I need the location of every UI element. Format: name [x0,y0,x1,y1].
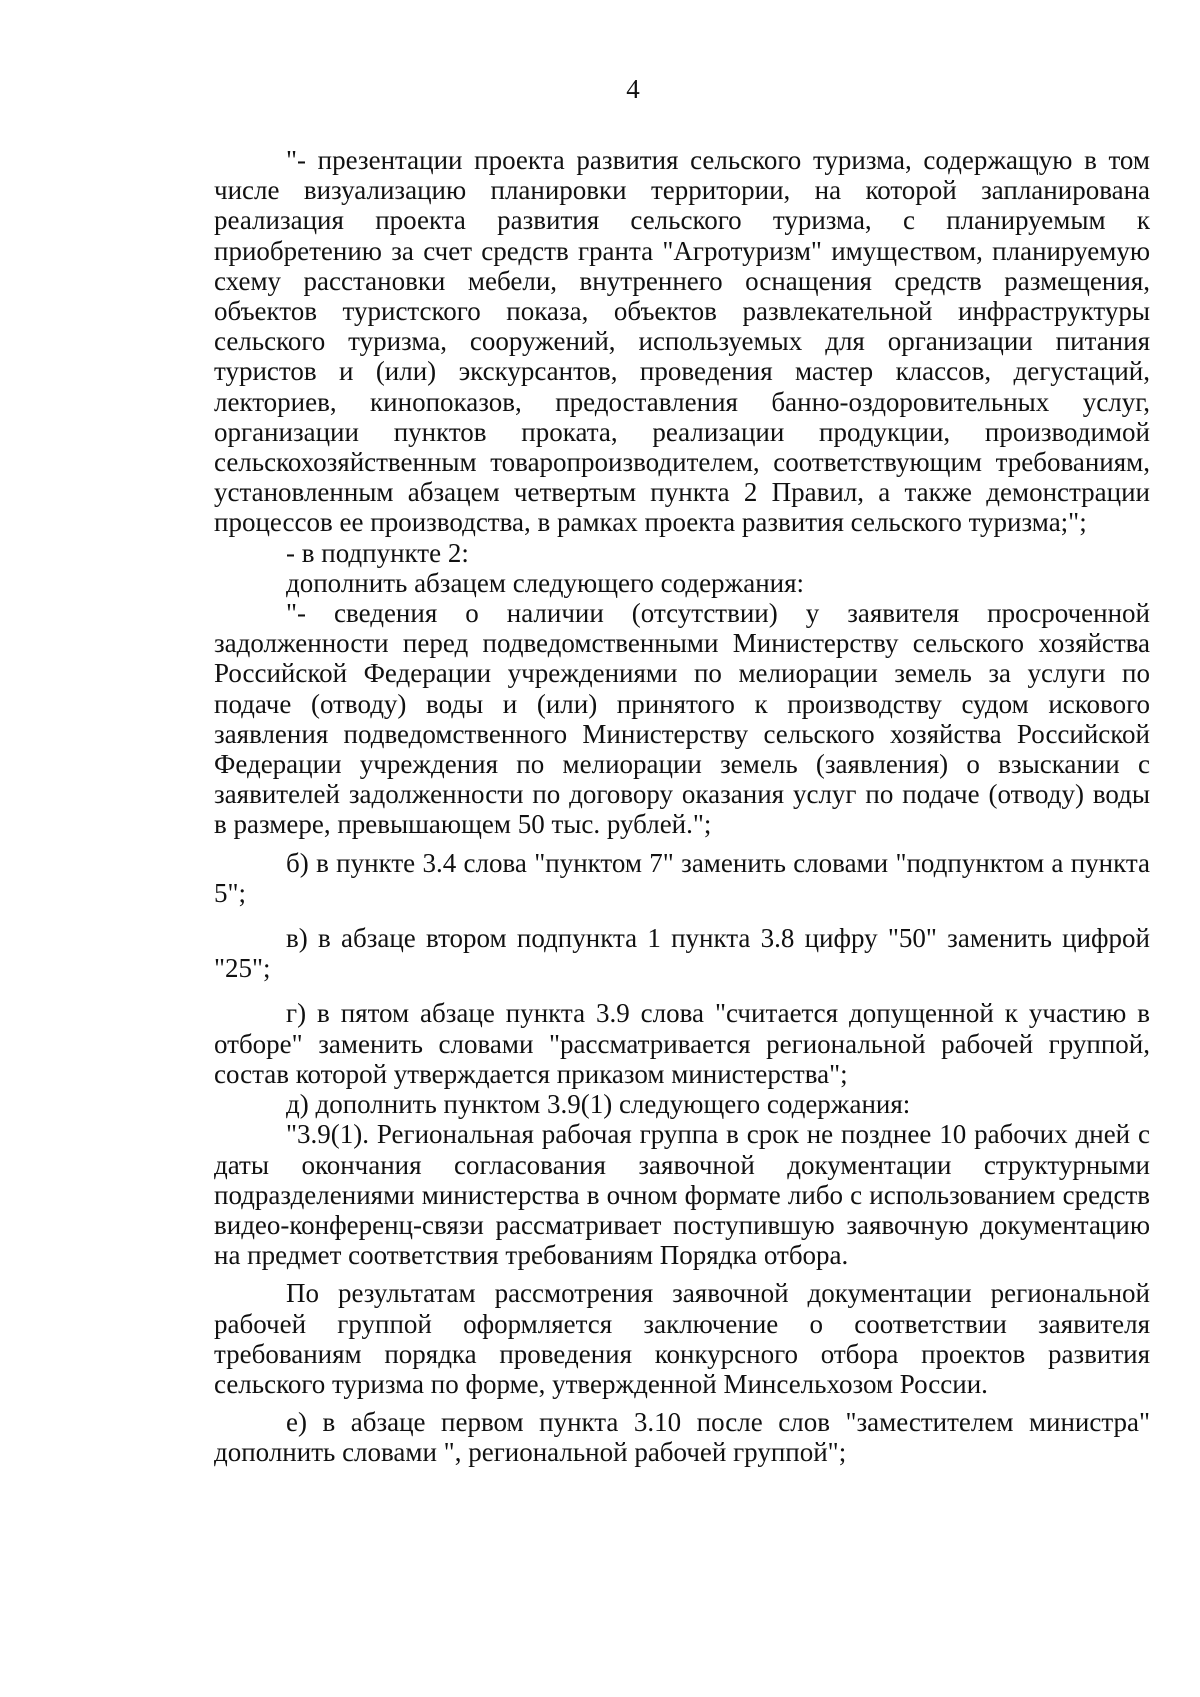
document-body [214,145,1150,1468]
paragraph-subitem-2: - в подпункте 2: [286,537,469,568]
paragraph-item-d: д) дополнить пунктом 3.9(1) следующего содержания: [286,1089,911,1120]
paragraph-presentation: "- презентации проекта развития сельского туризма, содержащую в том числе визуализацию планировки территории, на которой запланирована реализация проекта развития сельского туризма, с планируемым к приобретению за счет средств гранта "Агротуризм" имуществом, планируемую схему расстановки мебели, внутреннего оснащения средств размещения, объектов туристского показа, объектов развлекательной инфраструктуры сельского туризма, сооружений, используемых для организации питания туристов и (или) экскурсантов, проведения мастер классов, дегустаций, лекториев, кинопоказов, предоставления банно-оздоровительных услуг, организации пунктов проката, реализации продукции, производимой сельскохозяйственным товаропроизводителем, соответствующим требованиям, установленным абзацем четвертым пункта 2 Правил, а также демонстрации процессов ее производства, в рамках проекта развития сельского туризма;"; [214,145,1150,538]
page-number: 4 [626,74,640,104]
paragraph-add-clause: дополнить абзацем следующего содержания: [286,567,805,598]
paragraph-debt-info: "- сведения о наличии (отсутствии) у заявителя просроченной задолженности перед подведомственными Министерству сельского хозяйства Российской Федерации учреждениями по мелиорации земель за услуги по подаче (отводу) воды и (или) принятого к производству судом искового заявления подведомственного Министерству сельского хозяйства Российской Федерации учреждения по мелиорации земель (заявления) о взыскании с заявителей задолженности по договору оказания услуг по подаче (отводу) воды в размере, превышающем 50 тыс. рублей."; [214,598,1150,840]
paragraph-review-results: По результатам рассмотрения заявочной документации региональной рабочей группой оформляется заключение о соответствии заявителя требованиям порядка проведения конкурсного отбора проектов развития сельского туризма по форме, утвержденной Минсельхозом России. [214,1278,1150,1399]
paragraph-item-e: е) в абзаце первом пункта 3.10 после слов "заместителем министра" дополнить словами ", региональной рабочей группой"; [214,1407,1150,1468]
paragraph-item-g: г) в пятом абзаце пункта 3.9 слова "считается допущенной к участию в отборе" заменить словами "рассматривается региональной рабочей группой, состав которой утверждается приказом министерства"; [214,998,1150,1089]
paragraph-item-b: б) в пункте 3.4 слова "пунктом 7" заменить словами "подпунктом а пункта 5"; [214,847,1150,908]
paragraph-clause-3-9-1: "3.9(1). Региональная рабочая группа в срок не позднее 10 рабочих дней с даты окончания согласования заявочной документации структурными подразделениями министерства в очном формате либо с использованием средств видео-конференц-связи рассматривает поступившую заявочную документацию на предмет соответствия требованиям Порядка отбора. [214,1119,1150,1271]
paragraph-item-v: в) в абзаце втором подпункта 1 пункта 3.8 цифру "50" заменить цифрой "25"; [214,923,1150,984]
